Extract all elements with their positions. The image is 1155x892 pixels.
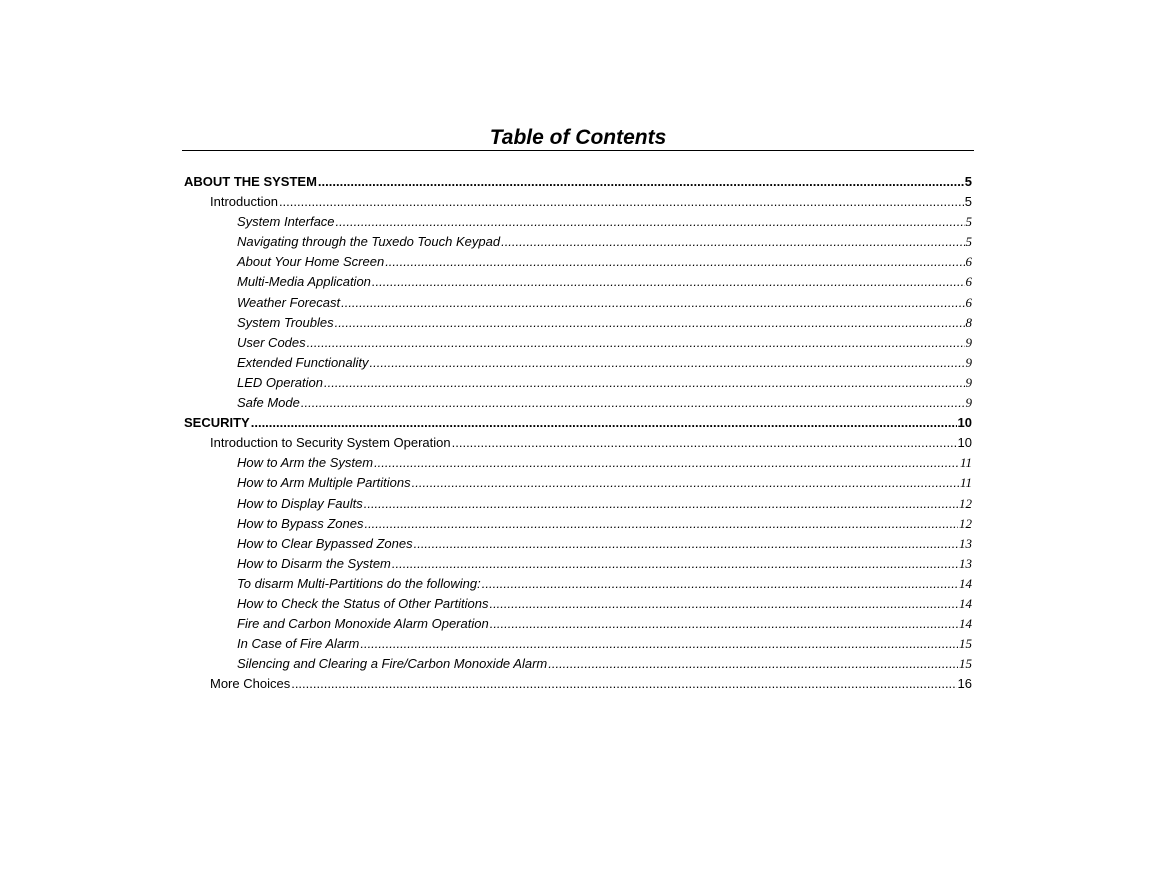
- toc-dot-leader: [364, 494, 958, 514]
- toc-entry-page: 13: [959, 535, 972, 551]
- title-underline: [182, 150, 974, 151]
- toc-dot-leader: [318, 172, 964, 192]
- toc-entry[interactable]: [0, 192, 1155, 212]
- toc-entry-title: System Troubles: [237, 314, 334, 330]
- toc-dot-leader: [335, 313, 965, 333]
- toc-entry[interactable]: [0, 272, 1155, 292]
- toc-entry-page: 5: [965, 234, 972, 250]
- toc-entry-page: 6: [965, 254, 972, 270]
- table-of-contents: [0, 172, 1155, 694]
- toc-entry-title: How to Arm the System: [237, 455, 374, 471]
- toc-dot-leader: [279, 192, 964, 212]
- toc-dot-leader: [501, 232, 964, 252]
- toc-entry-title: Navigating through the Tuxedo Touch Keypad: [237, 234, 501, 250]
- toc-entry-page: 10: [957, 435, 972, 451]
- toc-entry[interactable]: [0, 172, 1155, 192]
- toc-entry-page: 12: [959, 515, 972, 531]
- toc-entry[interactable]: [0, 674, 1155, 694]
- toc-entry-title: Introduction: [210, 194, 278, 210]
- toc-dot-leader: [291, 674, 956, 694]
- toc-dot-leader: [489, 594, 958, 614]
- page-title: Table of Contents: [489, 126, 667, 149]
- toc-entry-title: How to Check the Status of Other Partitions: [237, 595, 489, 611]
- toc-entry[interactable]: [0, 534, 1155, 554]
- toc-entry-page: 15: [959, 636, 972, 652]
- toc-entry[interactable]: [0, 313, 1155, 333]
- toc-dot-leader: [385, 252, 964, 272]
- toc-entry-title: Safe Mode: [237, 395, 300, 411]
- toc-entry-page: 6: [965, 294, 972, 310]
- toc-dot-leader: [372, 272, 965, 292]
- toc-entry-title: Extended Functionality: [237, 354, 369, 370]
- toc-dot-leader: [452, 433, 957, 453]
- toc-dot-leader: [341, 293, 964, 313]
- toc-entry-page: 9: [965, 374, 972, 390]
- toc-entry[interactable]: [0, 574, 1155, 594]
- toc-entry-page: 14: [959, 575, 972, 591]
- toc-entry-title: In Case of Fire Alarm: [237, 636, 360, 652]
- toc-entry[interactable]: [0, 373, 1155, 393]
- toc-entry-title: How to Clear Bypassed Zones: [237, 535, 413, 551]
- toc-entry-page: 5: [965, 214, 972, 230]
- toc-dot-leader: [374, 453, 959, 473]
- toc-entry-title: How to Display Faults: [237, 495, 363, 511]
- toc-entry-title: Fire and Carbon Monoxide Alarm Operation: [237, 616, 489, 632]
- toc-entry-title: ABOUT THE SYSTEM: [184, 174, 317, 189]
- toc-entry[interactable]: [0, 433, 1155, 453]
- toc-entry-title: LED Operation: [237, 374, 323, 390]
- toc-entry-page: 9: [965, 334, 972, 350]
- toc-entry-page: 14: [959, 595, 972, 611]
- toc-entry-page: 9: [965, 354, 972, 370]
- toc-entry[interactable]: [0, 293, 1155, 313]
- toc-entry-title: User Codes: [237, 334, 306, 350]
- toc-dot-leader: [414, 534, 958, 554]
- toc-dot-leader: [482, 574, 958, 594]
- toc-entry[interactable]: [0, 614, 1155, 634]
- toc-entry-title: More Choices: [210, 676, 291, 692]
- toc-entry-page: 11: [959, 475, 972, 491]
- toc-dot-leader: [548, 654, 958, 674]
- toc-entry-title: Silencing and Clearing a Fire/Carbon Monoxide Alarm: [237, 656, 548, 672]
- toc-entry[interactable]: [0, 212, 1155, 232]
- toc-entry-page: 12: [959, 495, 972, 511]
- toc-entry[interactable]: [0, 413, 1155, 433]
- toc-dot-leader: [412, 473, 959, 493]
- toc-dot-leader: [364, 514, 958, 534]
- toc-entry[interactable]: [0, 453, 1155, 473]
- toc-entry[interactable]: [0, 634, 1155, 654]
- toc-dot-leader: [336, 212, 965, 232]
- toc-entry[interactable]: [0, 514, 1155, 534]
- toc-entry-title: Weather Forecast: [237, 294, 341, 310]
- toc-entry-page: 8: [965, 314, 972, 330]
- toc-entry-title: How to Bypass Zones: [237, 515, 364, 531]
- toc-entry-page: 11: [959, 455, 972, 471]
- toc-dot-leader: [360, 634, 958, 654]
- toc-entry-title: How to Arm Multiple Partitions: [237, 475, 411, 491]
- toc-dot-leader: [301, 393, 965, 413]
- toc-entry-page: 5: [964, 174, 972, 189]
- toc-dot-leader: [392, 554, 958, 574]
- toc-entry-page: 13: [959, 555, 972, 571]
- toc-entry-title: SECURITY: [184, 415, 250, 431]
- toc-entry[interactable]: [0, 333, 1155, 353]
- toc-entry-title: System Interface: [237, 214, 335, 230]
- toc-dot-leader: [370, 353, 965, 373]
- toc-dot-leader: [307, 333, 965, 353]
- toc-entry-page: 15: [959, 656, 972, 672]
- toc-dot-leader: [490, 614, 958, 634]
- toc-entry-title: Introduction to Security System Operation: [210, 435, 451, 451]
- toc-entry[interactable]: [0, 494, 1155, 514]
- toc-entry-page: 6: [965, 274, 972, 290]
- toc-entry-title: Multi-Media Application: [237, 274, 371, 290]
- toc-entry-page: 16: [957, 676, 972, 692]
- toc-entry[interactable]: [0, 252, 1155, 272]
- toc-entry-page: 10: [957, 415, 972, 431]
- toc-entry-title: To disarm Multi-Partitions do the following:: [237, 575, 481, 591]
- toc-entry-title: How to Disarm the System: [237, 555, 391, 571]
- toc-entry-page: 9: [965, 395, 972, 411]
- toc-entry[interactable]: [0, 393, 1155, 413]
- toc-dot-leader: [324, 373, 965, 393]
- toc-entry[interactable]: [0, 554, 1155, 574]
- toc-entry[interactable]: [0, 654, 1155, 674]
- toc-entry[interactable]: [0, 353, 1155, 373]
- toc-entry[interactable]: [0, 473, 1155, 493]
- toc-dot-leader: [251, 413, 957, 433]
- toc-entry-page: 14: [959, 616, 972, 632]
- toc-entry[interactable]: [0, 232, 1155, 252]
- toc-entry[interactable]: [0, 594, 1155, 614]
- toc-entry-title: About Your Home Screen: [237, 254, 385, 270]
- toc-entry-page: 5: [964, 194, 972, 210]
